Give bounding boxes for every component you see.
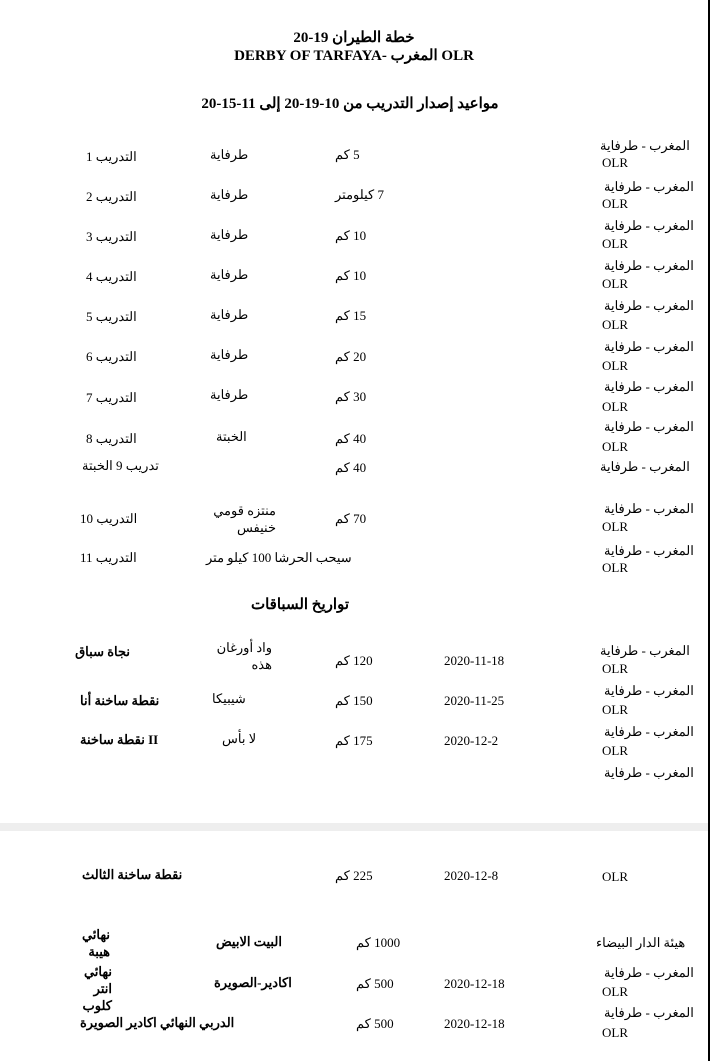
training-name: التدريب 11: [80, 550, 137, 565]
place: طرفاية: [210, 187, 249, 202]
date: 2020-12-2: [444, 733, 499, 748]
distance: 225 كم: [335, 868, 373, 883]
location: المغرب - طرفاية: [600, 643, 690, 658]
code: OLR: [602, 155, 628, 170]
distance: 10 كم: [335, 228, 367, 243]
distance: 70 كم: [335, 511, 367, 526]
location: المغرب - طرفاية: [600, 459, 690, 474]
location: المغرب - طرفاية: [604, 501, 694, 516]
training-period-heading: مواعيد إصدار التدريب من 10-19-20 إلى 11-15-20: [201, 96, 499, 112]
location: المغرب - طرفاية: [604, 1005, 694, 1020]
place: طرفاية: [210, 387, 249, 402]
location: هيئة الدار البيضاء: [596, 935, 686, 950]
location: المغرب - طرفاية: [604, 543, 694, 558]
place: طرفاية: [210, 267, 249, 282]
date: 2020-12-8: [444, 868, 499, 883]
distance: 40 كم: [335, 431, 367, 446]
place: شيبيكا: [212, 691, 246, 706]
race-name: نهائي انتر كلوب: [82, 964, 112, 1013]
training-name: التدريب 7: [86, 390, 137, 405]
location: المغرب - طرفاية: [604, 379, 694, 394]
distance: 150 كم: [335, 693, 373, 708]
place: منتزه قومي خنيفس: [213, 503, 276, 535]
location: المغرب - طرفاية: [604, 298, 694, 313]
training-name: تدريب 9 الخبتة: [82, 458, 159, 473]
location: المغرب - طرفاية: [604, 965, 694, 980]
race-name: الدربي النهائي اكادير الصويرة: [80, 1015, 235, 1030]
location: المغرب - طرفاية: [604, 339, 694, 354]
distance: 5 كم: [335, 147, 360, 162]
plan-subtitle: DERBY OF TARFAYA- المغرب OLR: [234, 48, 474, 64]
code: OLR: [602, 560, 628, 575]
race-name: نقطة ساخنة II: [80, 732, 159, 747]
training-name: التدريب 4: [86, 269, 137, 284]
distance: 500 كم: [356, 976, 394, 991]
race-name: نهائي هيبة: [81, 927, 110, 959]
location: المغرب - طرفاية: [604, 218, 694, 233]
code: OLR: [602, 439, 628, 454]
distance: 10 كم: [335, 268, 367, 283]
code: OLR: [602, 1025, 628, 1040]
code: OLR: [602, 358, 628, 373]
training-name: التدريب 10: [80, 511, 138, 526]
date: 2020-12-18: [444, 976, 505, 991]
place: سيحب الحرشا 100 كيلو متر: [206, 550, 352, 565]
distance: 40 كم: [335, 460, 367, 475]
place: البيت الابيض: [216, 934, 282, 949]
training-name: التدريب 5: [86, 309, 137, 324]
training-name: التدريب 3: [86, 229, 137, 244]
date: 2020-12-18: [444, 1016, 505, 1031]
date: 2020-11-18: [444, 653, 505, 668]
distance: 1000 كم: [356, 935, 401, 950]
place: لا بأس: [222, 731, 257, 746]
code: OLR: [602, 317, 628, 332]
training-name: التدريب 8: [86, 431, 137, 446]
distance: 500 كم: [356, 1016, 394, 1031]
place: الخبتة: [216, 429, 247, 444]
location: المغرب - طرفاية: [604, 683, 694, 698]
distance: 120 كم: [335, 653, 373, 668]
code: OLR: [602, 869, 628, 884]
date: 2020-11-25: [444, 693, 505, 708]
code: OLR: [602, 236, 628, 251]
page-break: [0, 823, 708, 831]
code: OLR: [602, 743, 628, 758]
distance: 20 كم: [335, 349, 367, 364]
code: OLR: [602, 276, 628, 291]
location: المغرب - طرفاية: [604, 179, 694, 194]
distance: 30 كم: [335, 389, 367, 404]
place: طرفاية: [210, 147, 249, 162]
place: طرفاية: [210, 227, 249, 242]
races-title: تواريخ السباقات: [250, 597, 350, 613]
location: المغرب - طرفاية: [604, 419, 694, 434]
training-name: التدريب 1: [86, 149, 137, 164]
place: واد أورغان هذه: [216, 640, 272, 672]
code: OLR: [602, 399, 628, 414]
code: OLR: [602, 702, 628, 717]
place: طرفاية: [210, 347, 249, 362]
distance: 7 كيلومتر: [335, 187, 384, 202]
race-name: نجاة سباق: [75, 644, 130, 659]
distance: 175 كم: [335, 733, 373, 748]
location: المغرب - طرفاية: [604, 258, 694, 273]
distance: 15 كم: [335, 308, 367, 323]
training-name: التدريب 6: [86, 349, 137, 364]
place: اكادير-الصويرة: [214, 975, 292, 990]
location: المغرب - طرفاية: [604, 765, 694, 780]
plan-title: خطة الطيران 19-20: [293, 30, 415, 46]
code: OLR: [602, 519, 628, 534]
place: طرفاية: [210, 307, 249, 322]
race-name: نقطة ساخنة أنا: [80, 693, 160, 708]
code: OLR: [602, 984, 628, 999]
code: OLR: [602, 196, 628, 211]
code: OLR: [602, 661, 628, 676]
race-name: نقطة ساخنة الثالث: [82, 867, 183, 882]
location: المغرب - طرفاية: [600, 138, 690, 153]
training-name: التدريب 2: [86, 189, 137, 204]
location: المغرب - طرفاية: [604, 724, 694, 739]
